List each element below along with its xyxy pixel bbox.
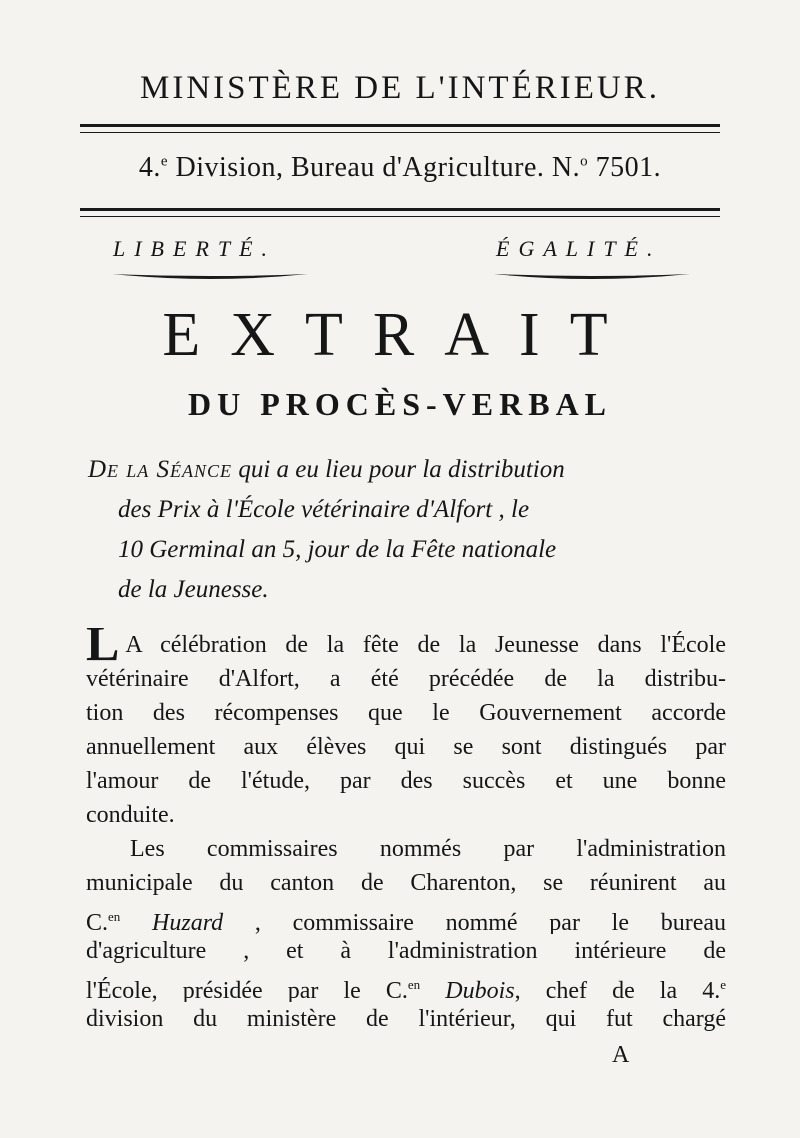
paragraph-2	[86, 832, 726, 1036]
p2-line-2: municipale du canton de Charenton, se réunirent au	[86, 870, 726, 896]
motto-egalite: ÉGALITÉ.	[496, 236, 662, 261]
p2-line-3	[86, 900, 726, 934]
number-sup: o	[580, 153, 589, 170]
p2-line-4: d'agriculture , et à l'administration intérieure de	[86, 938, 726, 964]
p2-line-5-a: l'École, présidée par le C.	[86, 978, 408, 1002]
motto-liberte: LIBERTÉ.	[113, 236, 277, 261]
p1-line-4: annuellement aux élèves qui se sont distingués par	[86, 734, 726, 760]
seance-line-2: des Prix à l'École vétérinaire d'Alfort , le	[118, 496, 530, 523]
p1-line-5: l'amour de l'étude, par des succès et une bonne	[86, 768, 726, 794]
p2-line-3-b: , commissaire nommé par le bureau	[254, 910, 726, 934]
seance-line-4: de la Jeunesse.	[118, 576, 269, 603]
header-rule-top	[80, 124, 720, 127]
division-prefix: 4.	[138, 152, 161, 183]
seance-description	[88, 450, 738, 610]
title-proces-verbal: DU PROCÈS-VERBAL	[187, 386, 613, 422]
seance-line-1: qui a eu lieu pour la distribution	[238, 456, 565, 483]
swash-ornament-left	[110, 268, 310, 282]
seance-lead: De la Séance	[88, 456, 233, 483]
p2-line-5-sup: en	[407, 977, 421, 992]
page-signature-mark: A	[612, 1042, 630, 1068]
header-rule-mid-thin	[80, 216, 720, 217]
p2-line-3-sup: en	[108, 909, 121, 924]
seance-line-3: 10 Germinal an 5, jour de la Fête nationale	[118, 536, 557, 563]
p1-line-1: A célébration de la fête de la Jeunesse dans l'École	[125, 632, 726, 658]
p2-line-5-sup2: e	[720, 977, 726, 992]
header-rule-top-thin	[80, 132, 720, 133]
p1-line-2: vétérinaire d'Alfort, a été précédée de la distribu-	[86, 666, 726, 692]
division-sup: e	[160, 153, 169, 170]
p2-line-6: division du ministère de l'intérieur, qui fut chargé	[86, 1006, 726, 1032]
drop-cap: L	[86, 628, 120, 662]
p1-line-6: conduite.	[86, 802, 175, 828]
p2-line-3-a: C.	[86, 910, 109, 934]
swash-ornament-right	[492, 268, 692, 282]
body-text	[86, 628, 726, 1036]
paragraph-1	[86, 628, 726, 832]
p2-line-5	[86, 968, 726, 1002]
name-dubois: Dubois	[445, 978, 515, 1002]
document-number: 7501.	[595, 152, 662, 183]
header-rule-mid	[80, 208, 720, 211]
p1-line-3: tion des récompenses que le Gouvernement accorde	[86, 700, 726, 726]
p2-line-5-b: , chef de la 4.	[514, 978, 721, 1002]
ministry-heading: MINISTÈRE DE L'INTÉRIEUR.	[140, 70, 660, 106]
division-line	[0, 152, 800, 184]
p2-line-1: Les commissaires nommés par l'administration	[130, 836, 726, 862]
title-extrait: EXTRAIT	[162, 301, 638, 369]
division-text: Division, Bureau d'Agriculture. N.	[175, 152, 581, 183]
name-huzard: Huzard	[152, 910, 224, 934]
